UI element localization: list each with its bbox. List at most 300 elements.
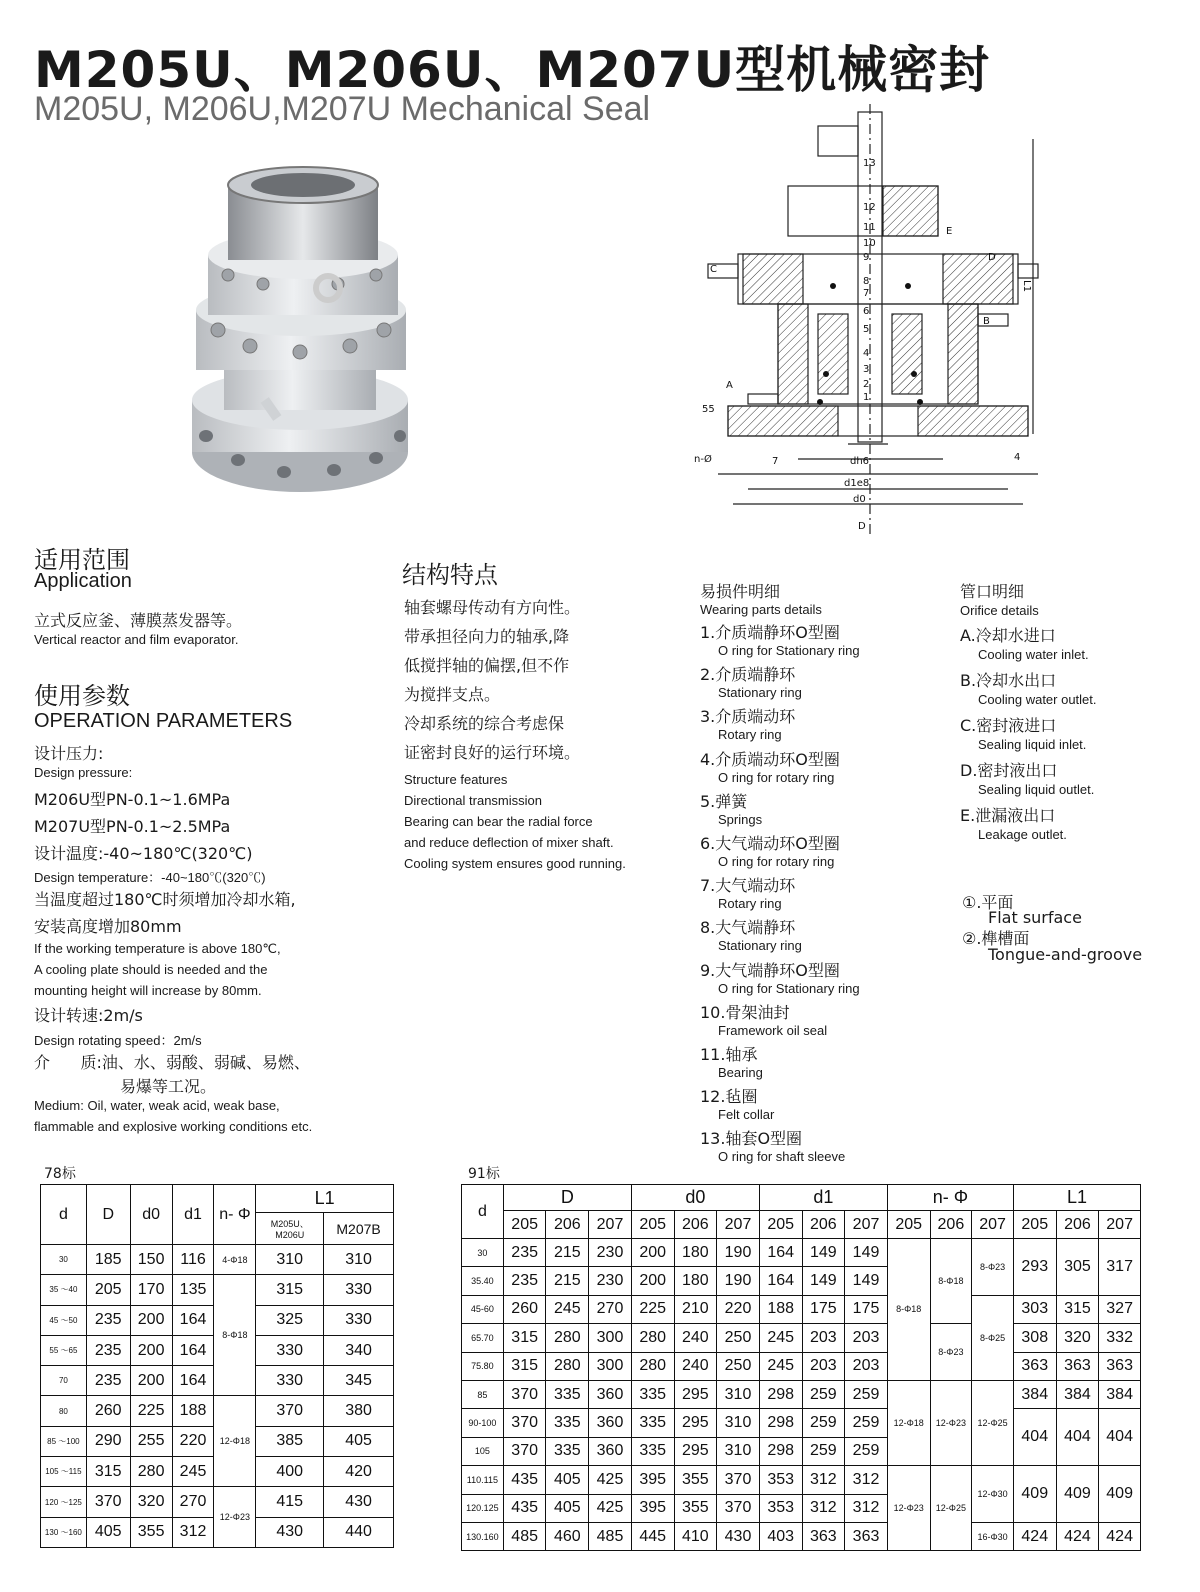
wearing-part-en: Felt collar	[718, 1107, 775, 1123]
table-cell: 149	[802, 1239, 845, 1267]
table-cell: 188	[172, 1396, 214, 1426]
pressure-cn: 设计压力:	[34, 744, 104, 763]
table-cell: 485	[589, 1522, 632, 1550]
wearing-part-cn: 7.大气端动环	[700, 876, 796, 896]
wearing-part-cn: 11.轴承	[700, 1045, 758, 1064]
dim-l1: L1	[1021, 280, 1032, 292]
table-row	[462, 1295, 1141, 1323]
wearing-part-cn: 6.大气端动环O型圈	[700, 834, 840, 853]
dim-7: 7	[772, 456, 779, 467]
sub-header: 207	[845, 1211, 888, 1239]
table-cell: 310	[717, 1380, 760, 1408]
l1-cell: 305	[1056, 1239, 1099, 1296]
bolt-holes-cell: 12-Φ25	[930, 1466, 972, 1551]
table-cell: 203	[845, 1324, 888, 1352]
table-cell: 200	[631, 1267, 674, 1295]
table-cell: 30	[41, 1245, 87, 1275]
table-cell: 149	[845, 1239, 888, 1267]
wearing-part-en: O ring for rotary ring	[718, 854, 835, 869]
part-num-3: 3	[863, 364, 870, 375]
orifice-item-en: Cooling water outlet.	[978, 692, 1097, 707]
table-row	[462, 1522, 1141, 1550]
table-cell: 360	[589, 1380, 632, 1408]
table-cell: 360	[589, 1437, 632, 1465]
table-cell: 355	[130, 1517, 172, 1547]
table-cell: 353	[759, 1494, 802, 1522]
structure-heading-cn: 结构特点	[402, 561, 498, 589]
table-cell: 245	[546, 1295, 589, 1323]
orifice-heading-cn: 管口明细	[960, 582, 1025, 601]
sub-header: 205	[887, 1211, 930, 1239]
table-cell: 203	[802, 1352, 845, 1380]
table-cell: 175	[845, 1295, 888, 1323]
table-row	[462, 1239, 1141, 1267]
wearing-part-en: Framework oil seal	[718, 1022, 828, 1038]
sub-header: 206	[546, 1211, 589, 1239]
l1-cell: 332	[1099, 1324, 1141, 1352]
table-cell: 300	[589, 1324, 632, 1352]
tongue-groove-cn: ②.榫槽面	[962, 929, 1030, 948]
application-heading-en: Application	[34, 570, 132, 592]
bolt-holes-cell: 12-Φ23	[214, 1487, 256, 1548]
orifice-item-en: Sealing liquid outlet.	[978, 782, 1095, 797]
table-cell: 335	[546, 1437, 589, 1465]
table-cell: 55 ～65	[41, 1335, 87, 1365]
wearing-part-en: Stationary ring	[718, 938, 802, 954]
table-cell: 312	[172, 1517, 214, 1547]
table-cell: 260	[503, 1295, 546, 1323]
structure-line-en: and reduce deflection of mixer shaft.	[404, 835, 614, 850]
l1-cell: 424	[1099, 1522, 1141, 1550]
table-cell: 312	[845, 1466, 888, 1494]
table-cell: 335	[546, 1409, 589, 1437]
table-cell: 235	[503, 1239, 546, 1267]
structure-line-cn: 带承担径向力的轴承,降	[404, 627, 570, 646]
sub-header: 206	[674, 1211, 717, 1239]
table-cell: 440	[324, 1517, 394, 1547]
wearing-part-cn: 9.大气端静环O型圈	[700, 960, 840, 980]
table-cell: 270	[172, 1487, 214, 1517]
table-cell: 150	[130, 1245, 172, 1275]
table-cell: 164	[172, 1335, 214, 1365]
part-num-9: 9	[863, 252, 870, 263]
wearing-part-en: Bearing	[718, 1065, 763, 1080]
table-cell: 200	[130, 1335, 172, 1365]
page-subtitle: M205U, M206U,M207U Mechanical Seal	[34, 90, 651, 128]
table-row	[462, 1409, 1141, 1437]
sub-header: 205	[503, 1211, 546, 1239]
orifice-item-en: Cooling water inlet.	[978, 647, 1089, 662]
table-cell: 312	[802, 1494, 845, 1522]
table-cell: 190	[717, 1267, 760, 1295]
l1-cell: 384	[1056, 1380, 1099, 1408]
wearing-part-en: Springs	[718, 811, 763, 827]
tongue-groove-en: Tongue-and-groove	[988, 945, 1143, 964]
dim-dh6: dh6	[850, 456, 870, 467]
l1-cell: 384	[1099, 1380, 1141, 1408]
table-cell: 295	[674, 1380, 717, 1408]
operation-heading-cn: 使用参数	[34, 682, 130, 710]
t91-h-d1: d1	[759, 1185, 887, 1211]
part-num-4: 4	[863, 348, 870, 359]
part-num-7: 7	[863, 288, 870, 299]
table-cell: 345	[324, 1366, 394, 1396]
table-cell: 180	[674, 1267, 717, 1295]
wearing-part-cn: 1.介质端静环O型圈	[700, 623, 840, 642]
application-text-en: Vertical reactor and film evaporator.	[34, 632, 239, 647]
dim-n-phi: n-Ø	[694, 454, 712, 465]
table-cell: 380	[324, 1396, 394, 1426]
l1-cell: 363	[1099, 1352, 1141, 1380]
table-cell: 405	[546, 1494, 589, 1522]
table-cell: 363	[845, 1522, 888, 1550]
sub-header: 205	[759, 1211, 802, 1239]
table-cell: 80	[41, 1396, 87, 1426]
l1-cell: 293	[1013, 1239, 1056, 1296]
table-cell: 370	[503, 1409, 546, 1437]
table-cell: 370	[717, 1466, 760, 1494]
wearing-part-en: O ring for Stationary ring	[718, 980, 860, 996]
wearing-part-cn: 10.骨架油封	[700, 1002, 790, 1022]
table-cell: 403	[759, 1522, 802, 1550]
table-cell: 170	[130, 1275, 172, 1305]
orifice-heading-en: Orifice details	[960, 603, 1039, 618]
wearing-part-en: O ring for rotary ring	[718, 769, 835, 785]
table-cell: 235	[86, 1335, 130, 1365]
table-cell: 370	[86, 1487, 130, 1517]
table-cell: 164	[759, 1267, 802, 1295]
table-row	[462, 1380, 1141, 1408]
cooling-en-2: A cooling plate should is needed and the	[34, 962, 268, 977]
table-cell: 400	[256, 1457, 324, 1487]
table-cell: 330	[324, 1305, 394, 1335]
table-row	[462, 1324, 1141, 1352]
structure-line-en: Bearing can bear the radial force	[404, 814, 593, 829]
table-cell: 259	[802, 1409, 845, 1437]
table-cell: 295	[674, 1437, 717, 1465]
orifice-item-cn: B.冷却水出口	[960, 671, 1057, 690]
table-cell: 90-100	[462, 1409, 504, 1437]
table-cell: 430	[717, 1522, 760, 1550]
sub-header: 206	[930, 1211, 972, 1239]
table-cell: 250	[717, 1324, 760, 1352]
table-cell: 235	[86, 1305, 130, 1335]
part-num-13: 13	[863, 158, 876, 169]
table-cell: 210	[674, 1295, 717, 1323]
table-cell: 120 ～125	[41, 1487, 87, 1517]
table-cell: 335	[546, 1380, 589, 1408]
temp-en: Design temperature：-40~180℃(320℃)	[34, 870, 266, 885]
wearing-heading-en: Wearing parts details	[700, 602, 822, 617]
table-cell: 200	[130, 1305, 172, 1335]
pressure-m206: M206U型PN-0.1~1.6MPa	[34, 790, 231, 809]
table-cell: 395	[631, 1466, 674, 1494]
structure-line-en: Directional transmission	[404, 793, 542, 808]
wearing-part-cn: 5.弹簧	[700, 791, 748, 811]
wearing-part-cn: 4.介质端动环O型圈	[700, 749, 840, 769]
t78-h-m205: M205U、M206U	[256, 1213, 324, 1245]
table-cell: 245	[759, 1352, 802, 1380]
structure-line-cn: 冷却系统的综合考虑保	[404, 714, 565, 733]
table-cell: 315	[503, 1352, 546, 1380]
table-cell: 130.160	[462, 1522, 504, 1550]
l1-cell: 404	[1013, 1409, 1056, 1466]
table-cell: 370	[256, 1396, 324, 1426]
table-cell: 205	[86, 1275, 130, 1305]
table-cell: 105 ～115	[41, 1457, 87, 1487]
orifice-item-en: Leakage outlet.	[978, 827, 1067, 842]
table-cell: 385	[256, 1426, 324, 1456]
part-num-1: 1	[863, 392, 870, 403]
table91-caption: 91标	[468, 1166, 500, 1182]
l1-cell: 404	[1099, 1409, 1141, 1466]
l1-cell: 424	[1056, 1522, 1099, 1550]
table-cell: 460	[546, 1522, 589, 1550]
table-cell: 45-60	[462, 1295, 504, 1323]
table-cell: 225	[130, 1396, 172, 1426]
t78-h-n: n- Φ	[214, 1185, 256, 1245]
table-cell: 225	[631, 1295, 674, 1323]
table-cell: 315	[256, 1275, 324, 1305]
table-cell: 260	[86, 1396, 130, 1426]
table-cell: 310	[717, 1409, 760, 1437]
orifice-item-cn: D.密封液出口	[960, 761, 1058, 780]
table-cell: 370	[503, 1437, 546, 1465]
structure-line-cn: 证密封良好的运行环境。	[404, 743, 581, 762]
flat-surface-en: Flat surface	[988, 908, 1082, 927]
table-cell: 130 ～160	[41, 1517, 87, 1547]
bolt-holes-cell: 12-Φ23	[887, 1466, 930, 1551]
table-cell: 270	[589, 1295, 632, 1323]
bolt-holes-cell: 12-Φ30	[972, 1466, 1014, 1523]
wearing-part-en: Stationary ring	[718, 685, 802, 701]
sub-header: 207	[589, 1211, 632, 1239]
table-cell: 330	[256, 1366, 324, 1396]
orifice-item-cn: E.泄漏液出口	[960, 806, 1056, 825]
cooling-cn-2: 安装高度增加80mm	[34, 917, 182, 936]
table-cell: 430	[256, 1517, 324, 1547]
table-cell: 230	[589, 1239, 632, 1267]
port-a-label: A	[726, 380, 733, 391]
t78-h-m207: M207B	[324, 1213, 394, 1245]
table-cell: 35.40	[462, 1267, 504, 1295]
table-cell: 200	[631, 1239, 674, 1267]
cooling-en-3: mounting height will increase by 80mm.	[34, 983, 262, 998]
table-cell: 280	[130, 1457, 172, 1487]
structure-line-cn: 为搅拌支点。	[404, 685, 501, 704]
table-cell: 65.70	[462, 1324, 504, 1352]
table-cell: 330	[256, 1335, 324, 1365]
part-num-10: 10	[863, 238, 876, 249]
t78-h-d0: d0	[130, 1185, 172, 1245]
table-cell: 203	[802, 1324, 845, 1352]
sub-header: 207	[1099, 1211, 1141, 1239]
bolt-holes-cell: 12-Φ23	[930, 1380, 972, 1465]
table-cell: 85 ～100	[41, 1426, 87, 1456]
table-cell: 425	[589, 1494, 632, 1522]
pressure-en: Design pressure:	[34, 765, 133, 780]
cooling-cn-1: 当温度超过180℃时须增加冷却水箱,	[34, 890, 296, 909]
table-row	[41, 1487, 394, 1517]
table-cell: 405	[86, 1517, 130, 1547]
cooling-en-1: If the working temperature is above 180℃,	[34, 941, 281, 956]
table-cell: 259	[845, 1437, 888, 1465]
table-cell: 298	[759, 1409, 802, 1437]
table-cell: 245	[759, 1324, 802, 1352]
table-cell: 355	[674, 1494, 717, 1522]
l1-cell: 308	[1013, 1324, 1056, 1352]
page-title: M205U、M206U、M207U型机械密封	[34, 41, 991, 99]
bolt-holes-cell: 16-Φ30	[972, 1522, 1014, 1550]
bolt-holes-cell: 8-Φ18	[214, 1275, 256, 1396]
flat-surface-cn: ①.平面	[962, 893, 1014, 912]
wearing-part-cn: 13.轴套O型圈	[700, 1129, 803, 1149]
table-cell: 405	[546, 1466, 589, 1494]
table-cell: 280	[546, 1324, 589, 1352]
table-cell: 164	[759, 1239, 802, 1267]
sub-header: 207	[717, 1211, 760, 1239]
l1-cell: 409	[1099, 1466, 1141, 1523]
table-cell: 188	[759, 1295, 802, 1323]
wearing-part-en: O ring for Stationary ring	[718, 643, 860, 658]
table-cell: 312	[845, 1494, 888, 1522]
speed-cn: 设计转速:2m/s	[34, 1006, 143, 1025]
table-cell: 315	[86, 1457, 130, 1487]
l1-cell: 320	[1056, 1324, 1099, 1352]
table-row	[41, 1245, 394, 1275]
table-cell: 215	[546, 1239, 589, 1267]
table-cell: 235	[86, 1366, 130, 1396]
table-cell: 230	[589, 1267, 632, 1295]
part-num-11: 11	[863, 222, 876, 233]
l1-cell: 327	[1099, 1295, 1141, 1323]
wearing-part-cn: 8.大气端静环	[700, 918, 796, 938]
bolt-holes-cell: 4-Φ18	[214, 1245, 256, 1275]
part-num-8: 8	[863, 276, 870, 287]
medium-en-1: Medium: Oil, water, weak acid, weak base,	[34, 1098, 280, 1113]
bolt-holes-cell: 8-Φ25	[972, 1295, 1014, 1380]
l1-cell: 315	[1056, 1295, 1099, 1323]
table-cell: 298	[759, 1380, 802, 1408]
wearing-part-cn: 12.毡圈	[700, 1087, 758, 1107]
table-row	[462, 1352, 1141, 1380]
table-cell: 340	[324, 1335, 394, 1365]
l1-cell: 424	[1013, 1522, 1056, 1550]
table-cell: 290	[86, 1426, 130, 1456]
table-cell: 135	[172, 1275, 214, 1305]
t91-h-d0: d0	[631, 1185, 759, 1211]
table-cell: 259	[845, 1409, 888, 1437]
wearing-part-en: Rotary ring	[718, 896, 782, 912]
table-cell: 363	[802, 1522, 845, 1550]
t91-h-d: d	[462, 1185, 504, 1239]
sub-header: 206	[1056, 1211, 1099, 1239]
wearing-heading-cn: 易损件明细	[700, 582, 781, 601]
table-cell: 335	[631, 1437, 674, 1465]
table-cell: 300	[589, 1352, 632, 1380]
dim-d0: d0	[853, 494, 866, 505]
sub-header: 205	[631, 1211, 674, 1239]
table-cell: 110.115	[462, 1466, 504, 1494]
t78-h-D: D	[86, 1185, 130, 1245]
temp-cn: 设计温度:-40~180℃(320℃)	[34, 844, 253, 863]
table91	[461, 1184, 1141, 1551]
table-cell: 180	[674, 1239, 717, 1267]
t78-h-d1: d1	[172, 1185, 214, 1245]
part-num-5: 5	[863, 324, 870, 335]
table-cell: 240	[674, 1352, 717, 1380]
table-cell: 259	[845, 1380, 888, 1408]
bolt-holes-cell: 12-Φ18	[214, 1396, 256, 1487]
table-cell: 164	[172, 1305, 214, 1335]
bolt-holes-cell: 12-Φ25	[972, 1380, 1014, 1465]
bolt-holes-cell: 8-Φ23	[930, 1324, 972, 1381]
table-cell: 315	[503, 1324, 546, 1352]
table-row	[41, 1275, 394, 1305]
table-cell: 405	[324, 1426, 394, 1456]
table-cell: 310	[256, 1245, 324, 1275]
table-cell: 335	[631, 1380, 674, 1408]
table-cell: 259	[802, 1380, 845, 1408]
medium-cn-2: 易爆等工况。	[120, 1077, 217, 1096]
table-cell: 250	[717, 1352, 760, 1380]
table-cell: 190	[717, 1239, 760, 1267]
structure-line-cn: 低搅拌轴的偏摆,但不作	[404, 656, 570, 675]
table-cell: 435	[503, 1466, 546, 1494]
table-cell: 30	[462, 1239, 504, 1267]
table-cell: 105	[462, 1437, 504, 1465]
table-cell: 320	[130, 1487, 172, 1517]
table-cell: 370	[717, 1494, 760, 1522]
table-cell: 149	[845, 1267, 888, 1295]
medium-en-2: flammable and explosive working conditions etc.	[34, 1119, 313, 1134]
dim-4: 4	[1014, 452, 1021, 463]
table-cell: 164	[172, 1366, 214, 1396]
l1-cell: 404	[1056, 1409, 1099, 1466]
l1-cell: 384	[1013, 1380, 1056, 1408]
wearing-part-en: O ring for shaft sleeve	[718, 1149, 846, 1165]
table-cell: 280	[546, 1352, 589, 1380]
table-cell: 335	[631, 1409, 674, 1437]
table-cell: 259	[802, 1437, 845, 1465]
medium-cn-1: 介 质:油、水、弱酸、弱碱、易燃、	[34, 1053, 310, 1072]
sub-header: 206	[802, 1211, 845, 1239]
application-text-cn: 立式反应釜、薄膜蒸发器等。	[34, 611, 243, 630]
dim-D: D	[858, 521, 866, 532]
t91-h-l1: L1	[1013, 1185, 1140, 1211]
part-num-2: 2	[863, 379, 870, 390]
part-num-12: 12	[863, 202, 876, 213]
table-cell: 355	[674, 1466, 717, 1494]
structure-line-cn: 轴套螺母传动有方向性。	[404, 598, 581, 617]
table-cell: 45 ～50	[41, 1305, 87, 1335]
sub-header: 205	[1013, 1211, 1056, 1239]
port-d-label: D	[988, 252, 996, 263]
table-cell: 410	[674, 1522, 717, 1550]
t78-h-d: d	[41, 1185, 87, 1245]
wearing-part-cn: 2.介质端静环	[700, 665, 796, 685]
table-cell: 220	[172, 1426, 214, 1456]
t91-h-D: D	[503, 1185, 631, 1211]
table-cell: 70	[41, 1366, 87, 1396]
table-cell: 330	[324, 1275, 394, 1305]
table-cell: 240	[674, 1324, 717, 1352]
t91-h-n: n- Φ	[887, 1185, 1013, 1211]
orifice-item-cn: A.冷却水进口	[960, 626, 1056, 645]
table-cell: 370	[503, 1380, 546, 1408]
operation-heading-en: OPERATION PARAMETERS	[34, 710, 293, 732]
table-cell: 485	[503, 1522, 546, 1550]
